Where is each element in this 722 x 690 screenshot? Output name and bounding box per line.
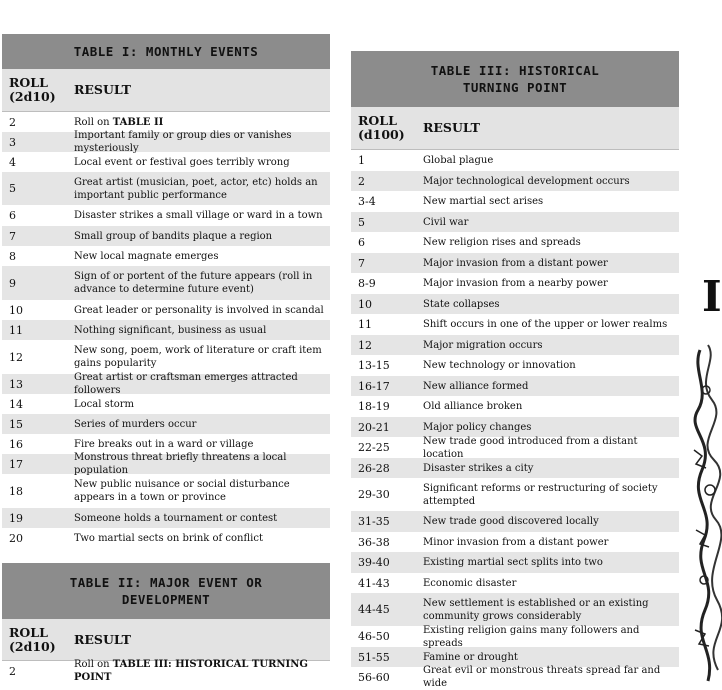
roll-cell: 12 (9, 350, 23, 364)
result-cell (74, 116, 330, 129)
table-row (351, 355, 679, 376)
result-cell (74, 371, 330, 397)
result-text: Old alliance broken (423, 401, 523, 412)
roll-cell: 2 (9, 115, 16, 129)
table-row (2, 300, 330, 320)
roll-cell: 20-21 (358, 420, 390, 434)
result-prefix: Roll on (74, 659, 113, 670)
result-cell (423, 339, 679, 352)
table1-roll-header: ROLL (2d10) (9, 75, 56, 104)
table-row (351, 396, 679, 417)
roll-cell: 5 (9, 182, 16, 195)
result-text: Existing martial sect splits into two (423, 557, 603, 568)
table-row (2, 661, 330, 681)
result-cell (74, 438, 330, 451)
result-cell (74, 176, 330, 202)
result-table-reference: TABLE II (112, 116, 164, 128)
table-row (2, 132, 330, 152)
result-cell (74, 230, 330, 243)
roll-cell: 9 (9, 276, 16, 290)
result-cell (423, 318, 679, 331)
roll-cell: 12 (358, 338, 372, 352)
result-text: Local event or festival goes terribly wrong (74, 156, 290, 168)
table-row (351, 171, 679, 191)
roll-cell: 16 (9, 437, 23, 451)
table-row (2, 394, 330, 414)
table-row (351, 437, 679, 458)
result-table-reference: TABLE III: HISTORICAL TURNING POINT (74, 659, 308, 683)
roll-cell: 17 (9, 457, 23, 471)
result-cell (74, 324, 330, 337)
table-row (2, 414, 330, 434)
roll-cell: 56-60 (358, 670, 390, 684)
result-text: Major invasion from a nearby power (423, 278, 608, 289)
result-text: Great evil or monstrous threats spread far and wide (423, 665, 661, 689)
table-row (351, 335, 679, 355)
dragon-illustration-art (690, 270, 719, 681)
roll-cell: 18 (9, 484, 23, 498)
roll-cell: 16-17 (358, 379, 390, 393)
result-cell (74, 418, 330, 431)
result-cell (74, 478, 330, 504)
table3-roll-header: ROLL (d100) (358, 113, 405, 142)
table-row (351, 191, 679, 212)
side-heading: I (702, 272, 722, 321)
roll-cell: 2 (358, 174, 365, 188)
roll-cell: 13-15 (358, 359, 390, 372)
table-row (2, 374, 330, 394)
table-row (351, 532, 679, 552)
table-row (2, 474, 330, 508)
roll-cell: 26-28 (358, 461, 390, 475)
roll-cell: 14 (9, 397, 23, 411)
table-row (351, 626, 679, 647)
table2-title-line2: DEVELOPMENT (121, 592, 211, 607)
result-cell (423, 175, 679, 188)
result-cell (74, 512, 330, 525)
roll-cell: 4 (9, 155, 16, 169)
result-text: New public nuisance or social disturbance appears in a town or province (74, 479, 290, 503)
table-row (351, 552, 679, 573)
table-row (2, 528, 330, 548)
roll-cell: 3 (9, 135, 16, 149)
result-cell (74, 156, 330, 169)
table-row (2, 246, 330, 266)
result-cell (423, 154, 679, 167)
roll-cell: 31-35 (358, 515, 390, 528)
result-text: Major migration occurs (423, 339, 543, 351)
result-text: New local magnate emerges (74, 250, 219, 262)
result-cell (423, 421, 679, 434)
table-row (2, 508, 330, 528)
result-cell (423, 257, 679, 270)
result-cell (423, 236, 679, 249)
result-cell (423, 515, 679, 528)
result-text: New technology or innovation (423, 360, 576, 371)
table3-title (351, 51, 679, 107)
roll-cell: 7 (358, 256, 365, 270)
result-cell (74, 658, 330, 684)
result-text: New settlement is established or an existing community grows considerably (423, 597, 649, 622)
result-text: Fire breaks out in a ward or village (74, 438, 254, 450)
table1-title (2, 34, 330, 69)
dragon-illustration (690, 270, 719, 681)
result-cell (423, 556, 679, 569)
result-cell (74, 532, 330, 545)
result-cell (423, 400, 679, 413)
result-text: New trade good discovered locally (423, 516, 599, 527)
roll-cell: 51-55 (358, 650, 390, 664)
roll-cell: 46-50 (358, 630, 390, 643)
table3-result-header: RESULT (423, 120, 480, 135)
result-cell (74, 270, 330, 296)
roll-cell: 10 (9, 303, 23, 317)
result-cell (74, 398, 330, 411)
result-text: New martial sect arises (423, 196, 544, 207)
roll-cell: 11 (9, 323, 23, 337)
roll-cell: 13 (9, 377, 23, 391)
table-row (2, 172, 330, 205)
result-cell (423, 597, 679, 623)
table-row (351, 232, 679, 253)
result-cell (74, 209, 330, 222)
result-text: Great leader or personality is involved in scandal (74, 304, 324, 316)
roll-cell: 6 (358, 236, 365, 249)
table2-column-header (2, 619, 330, 661)
result-cell (423, 651, 679, 664)
table-row (351, 376, 679, 396)
table-row (351, 273, 679, 294)
result-text: New trade good introduced from a distant location (423, 435, 638, 460)
result-cell (74, 129, 330, 155)
result-text: New religion rises and spreads (423, 237, 581, 248)
table-row (351, 150, 679, 171)
result-text: Major technological development occurs (423, 175, 630, 187)
table-historical-turning-point (351, 51, 679, 687)
roll-cell: 8-9 (358, 277, 376, 290)
roll-cell: 20 (9, 531, 23, 545)
table2-body (2, 661, 330, 681)
roll-cell: 18-19 (358, 400, 390, 413)
table1-body (2, 112, 330, 548)
result-text: Major policy changes (423, 421, 532, 433)
table-major-event (2, 563, 330, 681)
result-text: Great artist (musician, poet, actor, etc) holds an important public performance (74, 176, 318, 201)
result-text: Small group of bandits plaque a region (74, 230, 273, 242)
table-monthly-events (2, 34, 330, 548)
result-text: Disaster strikes a small village or ward in a town (74, 210, 323, 221)
result-text: Significant reforms or restructuring of society attempted (423, 482, 658, 507)
result-text: Shift occurs in one of the upper or lower realms (423, 319, 668, 330)
table2-title (2, 563, 330, 619)
table-row (2, 226, 330, 246)
result-cell (74, 304, 330, 317)
roll-cell: 29-30 (358, 488, 390, 501)
roll-cell: 15 (9, 417, 23, 431)
result-text: New song, poem, work of literature or craft item gains popularity (74, 345, 322, 369)
result-cell (423, 298, 679, 311)
result-cell (423, 277, 679, 290)
roll-cell: 2 (9, 664, 16, 678)
table2-roll-header: ROLL (2d10) (9, 624, 56, 654)
table-row (2, 454, 330, 474)
table3-title-line2: TURNING POINT (462, 80, 568, 95)
result-text: Existing religion gains many followers and spreads (423, 624, 640, 649)
table-row (351, 593, 679, 626)
roll-cell: 44-45 (358, 603, 390, 616)
result-text: Important family or group dies or vanishes mysteriously (74, 130, 292, 154)
result-text: Economic disaster (423, 577, 517, 589)
roll-cell: 1 (358, 154, 365, 167)
table3-body (351, 150, 679, 687)
result-text: Disaster strikes a city (423, 462, 534, 474)
result-cell (423, 664, 679, 690)
roll-cell: 3-4 (358, 195, 376, 208)
table3-title-line1: TABLE III: HISTORICAL (430, 63, 600, 78)
result-text: Great artist or craftsman emerges attracted followers (74, 372, 298, 396)
result-cell (423, 577, 679, 590)
roll-cell: 22-25 (358, 441, 390, 454)
result-text: Sign of or portent of the future appears (roll in advance to determine future event) (74, 271, 313, 295)
table-row (351, 314, 679, 335)
roll-cell: 41-43 (358, 576, 390, 590)
result-cell (423, 536, 679, 549)
result-text: Minor invasion from a distant power (423, 536, 609, 548)
result-text: Monstrous threat briefly threatens a local population (74, 452, 287, 476)
table-row (351, 458, 679, 478)
table3-column-header (351, 107, 679, 150)
result-cell (423, 359, 679, 372)
result-prefix: Roll on (74, 116, 113, 128)
result-text: Major invasion from a distant power (423, 257, 608, 269)
table1-column-header (2, 69, 330, 112)
result-text: Civil war (423, 216, 469, 228)
table1-result-header: RESULT (74, 82, 131, 97)
result-cell (423, 462, 679, 475)
roll-cell: 36-38 (358, 535, 390, 549)
roll-cell: 5 (358, 215, 365, 229)
result-text: Someone holds a tournament or contest (74, 512, 278, 524)
result-text: Local storm (74, 398, 135, 410)
result-cell (423, 216, 679, 229)
roll-cell: 10 (358, 297, 372, 311)
result-cell (74, 250, 330, 263)
result-cell (423, 195, 679, 208)
result-cell (74, 344, 330, 370)
table-row (2, 205, 330, 226)
roll-cell: 11 (358, 318, 372, 331)
roll-cell: 39-40 (358, 556, 390, 569)
roll-cell: 7 (9, 229, 16, 243)
result-cell (423, 482, 679, 508)
table-row (2, 340, 330, 374)
result-text: Global plague (423, 155, 494, 166)
result-text: State collapses (423, 298, 500, 310)
table2-title-line1: TABLE II: MAJOR EVENT OR (69, 575, 263, 590)
roll-cell: 6 (9, 209, 16, 222)
result-cell (423, 380, 679, 393)
table2-result-header: RESULT (74, 631, 131, 647)
result-cell (423, 624, 679, 650)
table-row (351, 511, 679, 532)
result-text: Series of murders occur (74, 418, 197, 430)
table-row (351, 212, 679, 232)
table-row (351, 253, 679, 273)
table-row (2, 152, 330, 172)
roll-cell: 19 (9, 511, 23, 525)
table-row (351, 478, 679, 511)
table-row (2, 266, 330, 300)
table-row (351, 667, 679, 687)
result-cell (423, 435, 679, 461)
result-text: Two martial sects on brink of conflict (74, 532, 263, 544)
table-row (2, 320, 330, 340)
table1-title-text: TABLE I: MONTHLY EVENTS (73, 44, 259, 59)
result-cell (74, 451, 330, 477)
roll-cell: 8 (9, 249, 16, 263)
table-row (351, 573, 679, 593)
table-row (351, 294, 679, 314)
result-text: Nothing significant, business as usual (74, 324, 267, 336)
result-text: Famine or drought (423, 651, 518, 663)
result-text: New alliance formed (423, 380, 529, 392)
